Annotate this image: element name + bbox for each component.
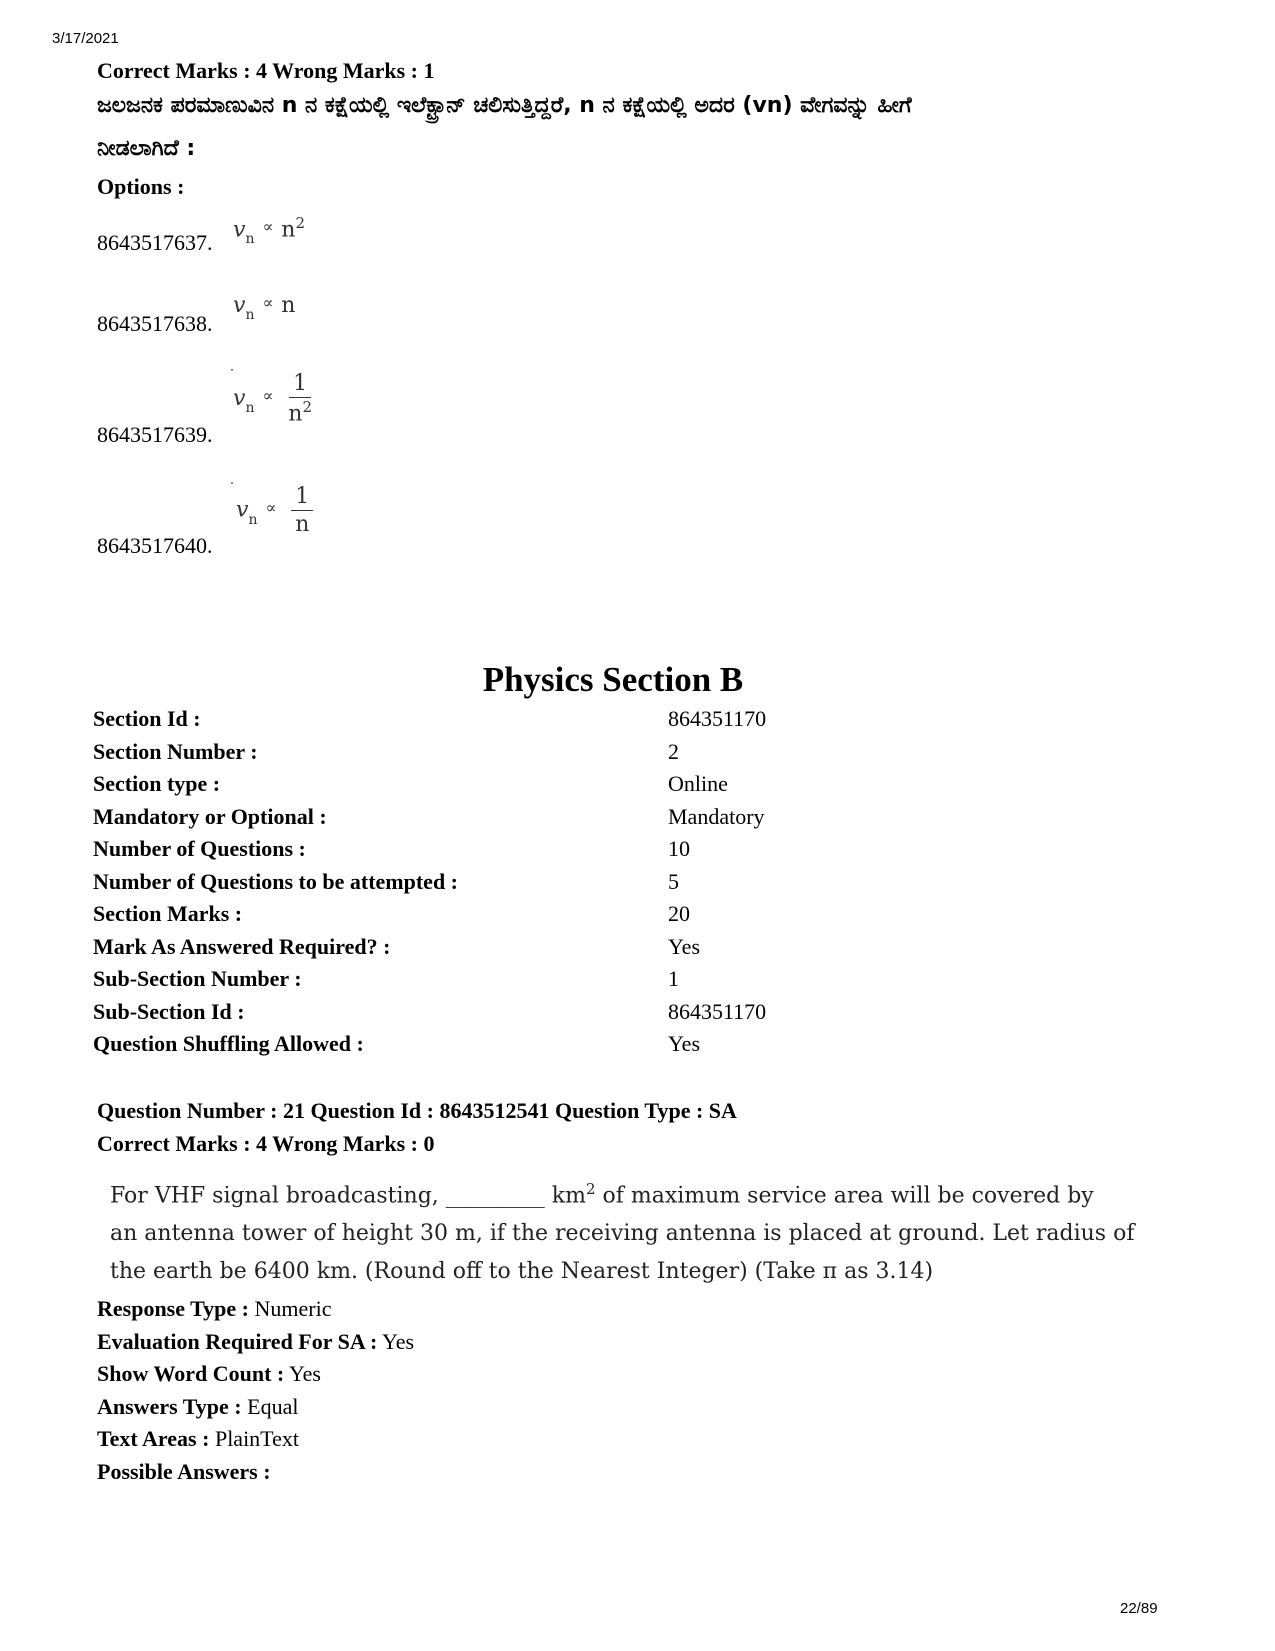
row-label: Number of Questions to be attempted :	[93, 868, 459, 894]
question-header-line: Question Number : 21 Question Id : 8643512541 Question Type : SA	[97, 1098, 737, 1123]
meta-row	[97, 1394, 414, 1427]
meta-label: Show Word Count :	[97, 1361, 285, 1386]
meta-label: Response Type :	[97, 1296, 249, 1321]
section-title: Physics Section B	[482, 660, 744, 699]
meta-value: PlainText	[209, 1426, 299, 1451]
meta-row	[97, 1329, 414, 1362]
section-info-row	[93, 836, 813, 869]
meta-value: Yes	[377, 1328, 415, 1354]
section-info-row	[93, 706, 813, 739]
row-label: Number of Questions :	[93, 836, 306, 861]
page-number: 22/89	[1120, 1600, 1158, 1617]
denominator-superscript: 2	[302, 398, 313, 417]
section-info-row	[93, 999, 813, 1032]
denominator-base: n	[288, 401, 303, 427]
subscript: n	[245, 231, 255, 248]
meta-label: Possible Answers :	[97, 1458, 271, 1484]
row-value: Mandatory	[668, 803, 765, 829]
meta-value: Numeric	[248, 1296, 332, 1321]
row-value: 2	[668, 738, 679, 764]
superscript: 2	[295, 214, 306, 232]
option-id: 8643517638.	[97, 311, 213, 336]
row-label: Sub-Section Number :	[93, 966, 302, 991]
section-info-row	[93, 1031, 813, 1064]
meta-row	[97, 1459, 414, 1492]
denominator	[288, 398, 312, 425]
row-label: Mark As Answered Required? :	[93, 933, 391, 959]
velocity-symbol: v	[233, 293, 246, 318]
section-info-row	[93, 966, 813, 999]
question-text-line	[110, 1170, 1134, 1215]
proportional-symbol: ∝	[262, 293, 274, 312]
section-info-row	[93, 804, 813, 837]
row-label: Section type :	[93, 771, 221, 796]
expr: n	[281, 293, 296, 318]
meta-label: Text Areas :	[97, 1426, 210, 1451]
numerator: 1	[289, 372, 311, 398]
velocity-symbol: v	[236, 497, 249, 523]
row-value: 864351170	[668, 706, 767, 731]
row-label: Mandatory or Optional :	[93, 803, 327, 829]
question-text-line: the earth be 6400 km. (Round off to the Nearest Integer) (Take π as 3.14)	[110, 1259, 934, 1285]
meta-row	[97, 1296, 414, 1329]
question-text-segment: For VHF signal broadcasting, _________ km	[110, 1183, 586, 1209]
row-label: Question Shuffling Allowed :	[93, 1031, 364, 1056]
section-info-table	[93, 706, 813, 1064]
section-info-row	[93, 901, 813, 934]
question-text-segment: of maximum service area will be covered by	[595, 1183, 1094, 1209]
row-value: 20	[668, 901, 690, 926]
row-label: Sub-Section Id :	[93, 998, 245, 1024]
section-info-row	[93, 869, 813, 902]
meta-row	[97, 1361, 414, 1394]
row-value: 1	[668, 966, 679, 991]
fraction	[291, 485, 313, 536]
subscript: n	[248, 511, 258, 528]
subscript: n	[245, 399, 255, 416]
prev-question-text-line1: ಜಲಜನಕ ಪರಮಾಣುವಿನ n ನ ಕಕ್ಷೆಯಲ್ಲಿ ಇಲೆಕ್ಟ್ರಾನ್ ಚಲಿಸುತ್ತಿದ್ದರೆ, n ನ ಕಕ್ಷೆಯಲ್ಲಿ ಅದರ (vn) ವೇಗವನ್ನು ಹೀಗೆ	[97, 93, 912, 118]
fraction	[288, 372, 312, 426]
denominator: n	[295, 512, 310, 538]
subscript: n	[245, 307, 255, 323]
section-info-row	[93, 934, 813, 967]
superscript: 2	[585, 1180, 596, 1198]
proportional-symbol: ∝	[262, 217, 274, 237]
question-text	[110, 1170, 1134, 1291]
row-value: Online	[668, 771, 728, 796]
meta-label: Answers Type :	[97, 1393, 242, 1419]
row-value: Yes	[668, 1031, 701, 1056]
velocity-symbol: v	[233, 385, 246, 411]
question-text-line: an antenna tower of height 30 m, if the receiving antenna is placed at ground. Let radius of	[110, 1221, 1135, 1247]
scan-dot	[231, 482, 233, 484]
option-formula	[233, 214, 306, 248]
numerator: 1	[291, 485, 313, 511]
option-id: 8643517637.	[97, 230, 213, 255]
option-formula	[233, 293, 296, 323]
section-info-row	[93, 739, 813, 772]
scan-dot	[231, 369, 233, 371]
question-meta	[97, 1296, 414, 1491]
meta-value: Yes	[284, 1361, 321, 1386]
section-info-row	[93, 771, 813, 804]
row-value: Yes	[668, 933, 701, 959]
expr: n	[281, 217, 296, 243]
meta-row	[97, 1426, 414, 1459]
row-label: Section Number :	[93, 738, 258, 764]
row-label: Section Marks :	[93, 901, 243, 926]
option-formula	[233, 372, 312, 426]
question-marks-line: Correct Marks : 4 Wrong Marks : 0	[97, 1131, 435, 1156]
row-value: 5	[668, 868, 679, 894]
row-label: Section Id :	[93, 706, 201, 731]
option-id: 8643517639.	[97, 422, 213, 447]
proportional-symbol: ∝	[265, 497, 277, 517]
option-id: 8643517640.	[97, 533, 213, 558]
row-value: 10	[668, 836, 690, 861]
row-value: 864351170	[668, 998, 767, 1024]
options-label: Options :	[97, 174, 185, 199]
print-date: 3/17/2021	[52, 30, 119, 47]
prev-marks-line: Correct Marks : 4 Wrong Marks : 1	[97, 58, 435, 83]
velocity-symbol: v	[233, 217, 246, 243]
option-formula	[236, 485, 313, 536]
meta-label: Evaluation Required For SA :	[97, 1328, 378, 1354]
proportional-symbol: ∝	[262, 385, 274, 405]
meta-value: Equal	[241, 1393, 299, 1419]
prev-question-text-line2: ನೀಡಲಾಗಿದೆ :	[97, 136, 196, 161]
